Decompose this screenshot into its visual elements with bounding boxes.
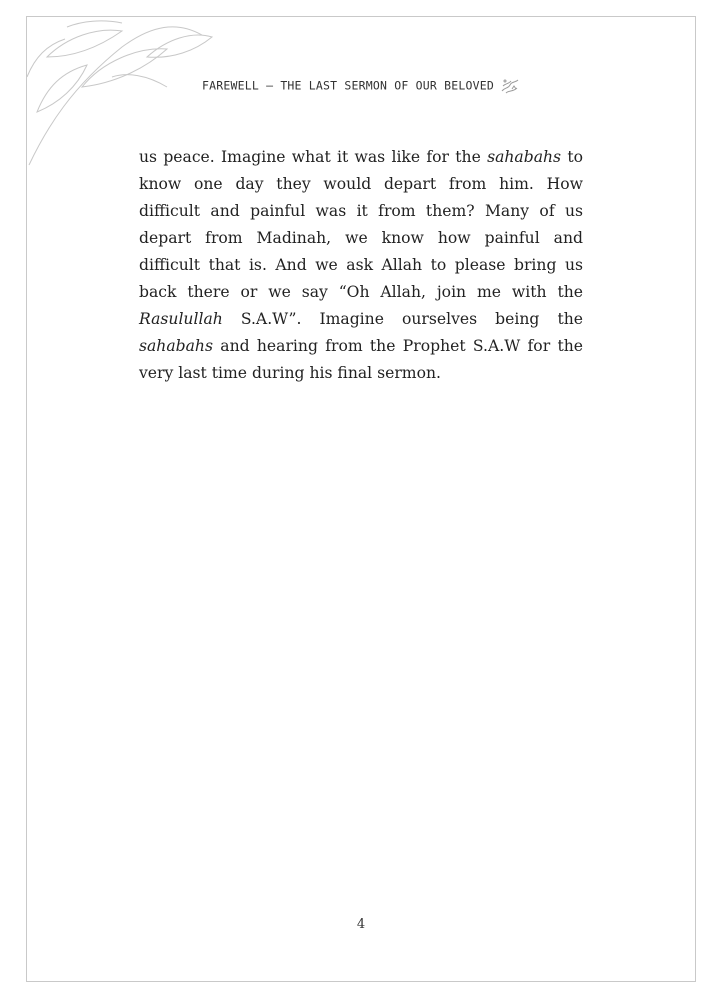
running-header: [27, 77, 695, 95]
book-page: [26, 16, 696, 982]
running-header-title: FAREWELL – THE LAST SERMON OF OUR BELOVED: [201, 78, 495, 93]
body-paragraph: us peace. Imagine what it was like for the sahabahs to know one day they would depart from him. How difficult and painful was it from them? Many of us depart from Madinah, we know how painful and difficult that is. And we ask Allah to please bring us back there or we say “Oh Allah, join me with the Rasulullah S.A.W”. Imagine ourselves being the sahabahs and hearing from the Prophet S.A.W for the very last time during his final sermon.: [139, 148, 583, 382]
page-number: 4: [356, 917, 366, 932]
term-sahabahs: sahabahs: [139, 337, 213, 355]
term-rasulullah: Rasulullah: [139, 310, 223, 328]
term-sahabahs: sahabahs: [487, 148, 562, 166]
salawat-calligraphy-icon: [500, 77, 520, 95]
